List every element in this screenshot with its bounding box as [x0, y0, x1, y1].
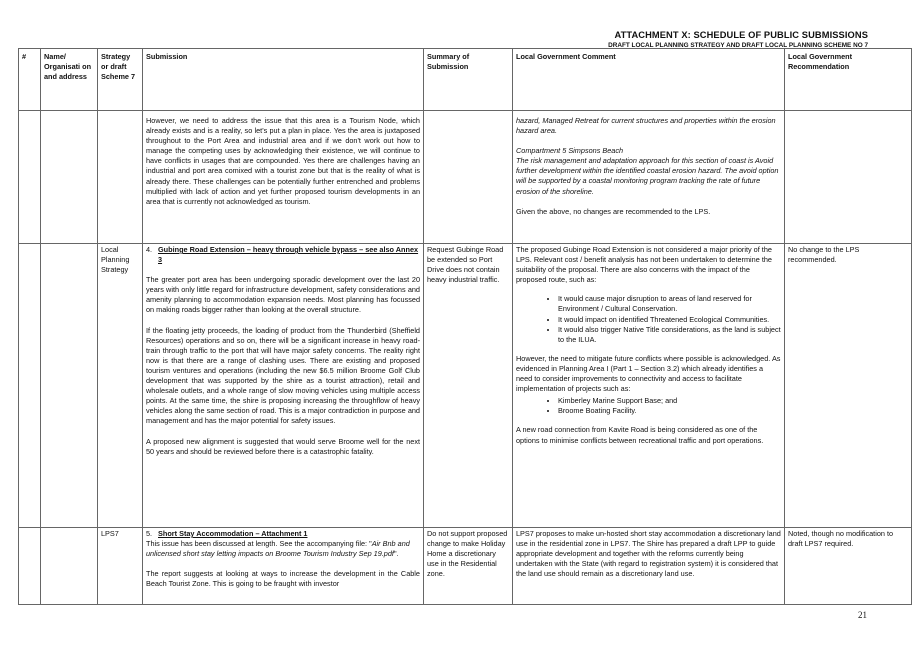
comment-text: Given the above, no changes are recommended to the LPS. — [516, 206, 711, 216]
cell-submission — [143, 111, 424, 244]
submission-heading-number: 4. — [146, 245, 153, 254]
comment-text: However, the need to mitigate future conflicts where possible is acknowledged. As evidenced in Planning Area I (Part 1 – Section 3.2) which already identifies a need to consider improvements to connectivity and access to facilitate implementation of projects such as: — [516, 353, 781, 394]
cell-name — [41, 244, 98, 528]
cell-recommendation: Noted, though no modification to draft LPS7 required. — [785, 528, 912, 605]
cell-strategy — [98, 111, 143, 244]
cell-comment: LPS7 proposes to make un-hosted short stay accommodation a discretionary land use in the residential zone in LPS7. The Shire has prepared a draft LPP to guide appropriate development and together with the reforms currently being undertaken with the State (with regard to registration system) it is considered that the land use should remain as a discretionary land use. — [513, 528, 785, 605]
table-row — [19, 111, 912, 244]
table-row — [19, 244, 912, 528]
submission-text — [146, 539, 420, 559]
column-header-submission: Submission — [143, 49, 424, 111]
cell-submission — [143, 244, 424, 528]
comment-bullet-list — [516, 294, 781, 344]
table-header-row — [19, 49, 912, 111]
submission-heading — [146, 529, 420, 539]
comment-text: A new road connection from Kavite Road is being considered as one of the options to minimise conflicts between recreational traffic and port operations. — [516, 425, 764, 445]
page-number: 21 — [858, 610, 867, 620]
column-header-num: # — [19, 49, 41, 111]
list-item: • Kimberley Marine Support Base; and — [558, 396, 781, 406]
cell-name — [41, 111, 98, 244]
cell-summary: Do not support proposed change to make Holiday Home a discretionary use in the Residential zone. — [424, 528, 513, 605]
table-row — [19, 528, 912, 605]
submission-text: If the floating jetty proceeds, the loading of product from the Thunderbird (Sheffield Resources) operations and so on, there will be a significant increase in heavy road-train through traffic to the port that will have major safety concerns. The reality right now is that there are a range of clashing uses. There are existing and proposed tourism ventures and operations (including the new $6.5 million Broome Golf Club development that was supported by the shire as a tourist attraction), retail and wholesale outlets, and a whole range of slow moving vehicles using multiple access points. At the same time, the shire is proposing increasing the throughflow of heavy vehicles along the same section of road. This is a major contradiction in purpose and management and has the major potential for safety issues. — [146, 325, 420, 426]
comment-text: The proposed Gubinge Road Extension is not considered a major priority of the LPS. Relevant cost / benefit analysis has not been undertaken to determine the suitability of the proposal. There are also concerns with the impact of the proposed route, such as: — [516, 245, 772, 285]
submission-text: The report suggests at looking at ways to increase the development in the Cable Beach Tourist Zone. This is going to be fraught with investor — [146, 569, 420, 589]
cell-submission — [143, 528, 424, 605]
cell-recommendation: No change to the LPS recommended. — [785, 244, 912, 528]
column-header-comment: Local Government Comment — [513, 49, 785, 111]
submissions-table — [18, 48, 912, 605]
cell-num — [19, 244, 41, 528]
cell-recommendation — [785, 111, 912, 244]
submission-heading — [146, 245, 420, 265]
comment-bullet-list — [516, 396, 781, 416]
cell-num — [19, 111, 41, 244]
column-header-name: Name/ Organisati on and address — [41, 49, 98, 111]
cell-comment — [513, 111, 785, 244]
column-header-summary: Summary of Submission — [424, 49, 513, 111]
submission-text: A proposed new alignment is suggested that would serve Broome well for the next 50 years and should be reviewed before there is a catastrophic fatality. — [146, 436, 420, 456]
cell-summary — [424, 111, 513, 244]
cell-strategy: LPS7 — [98, 528, 143, 605]
cell-comment — [513, 244, 785, 528]
list-item: • It would also trigger Native Title considerations, as the land is subject to the ILUA. — [558, 325, 781, 345]
list-item: • It would impact on identified Threatened Ecological Communities. — [558, 315, 781, 325]
list-item: • It would cause major disruption to areas of land reserved for Environment / Cultural Conservation. — [558, 294, 781, 314]
list-item: • Broome Boating Facility. — [558, 406, 781, 416]
submission-heading-number: 5. — [146, 529, 153, 538]
column-header-strategy: Strategy or draft Scheme 7 — [98, 49, 143, 111]
cell-name — [41, 528, 98, 605]
column-header-recommendation: Local Government Recommendation — [785, 49, 912, 111]
document-title: ATTACHMENT X: SCHEDULE OF PUBLIC SUBMISSIONS — [614, 30, 868, 40]
cell-summary: Request Gubinge Road be extended so Port Drive does not contain heavy industrial traffic. — [424, 244, 513, 528]
cell-num — [19, 528, 41, 605]
submission-text-part: This issue has been discussed at length. See the accompanying file: " — [146, 539, 372, 549]
document-subtitle: DRAFT LOCAL PLANNING STRATEGY AND DRAFT LOCAL PLANNING SCHEME NO 7 — [608, 42, 868, 49]
cell-strategy: Local Planning Strategy — [98, 244, 143, 528]
comment-text: hazard, Managed Retreat for current structures and properties within the erosion hazard area. — [516, 116, 776, 136]
comment-text: The risk management and adaptation approach for this section of coast is Avoid further development within the identified coastal erosion hazard. The avoid option will be supported by a coastal monitoring program tracking the rate of future erosion of the shoreline. — [516, 156, 779, 196]
submission-text-part: ". — [393, 549, 399, 559]
submission-heading-text: Gubinge Road Extension – heavy through vehicle bypass – see also Annex 3 — [158, 245, 419, 265]
submission-text: However, we need to address the issue that this area is a Tourism Node, which already exists and is a reality, so let's put a plan in place. Yes the area is juxtaposed throughout to the Port Area and industrial area and if we don't work out how to manage the competing uses by acknowledging their existence, we will continue to have conflicts in usages that are compounded. Yes there are challenges having an industrial and port area comixed with a tourist zone but that is the reality of what is already there. These challenges can be potentially further entrenched and problems multiplied with lack of action and yet further proposed tourism developments in an area that is currently not acknowledged as tourism. — [146, 116, 420, 206]
comment-subheading: Compartment 5 Simpsons Beach — [516, 146, 624, 156]
submission-heading-text: Short Stay Accommodation – Attachment 1 — [158, 529, 308, 538]
attachment-filename: Air Bnb and unlicensed short stay letting impacts on Broome Tourism Industry Sep 19.pdf — [146, 539, 410, 559]
submission-text: The greater port area has been undergoing sporadic development over the last 20 years with only little regard for infrastructure development, safety considerations and amenity planning to accommodation expansion needs. Most planning has focussed on making roads bigger rather than looking at the overall structure. — [146, 275, 420, 315]
